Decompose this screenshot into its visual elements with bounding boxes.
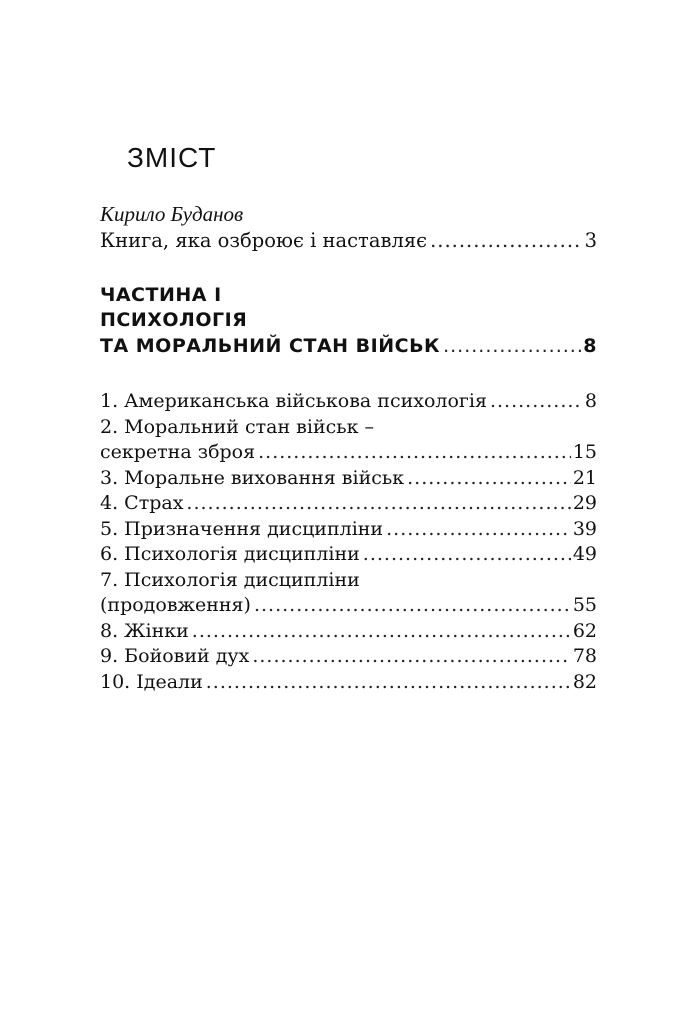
- toc-entry-chapter-8[interactable]: [100, 619, 597, 645]
- dot-leader: [363, 542, 571, 568]
- toc-entry-title: секретна зброя: [100, 441, 256, 463]
- toc-entry-title: Книга, яка озброює і наставляє: [100, 229, 428, 252]
- toc-entry-title-line: 2. Моральний стан військ –: [100, 415, 375, 438]
- toc-page-number: 15: [572, 441, 597, 463]
- toc-entry-chapter-5[interactable]: [100, 517, 597, 543]
- table-of-contents: [100, 200, 597, 695]
- part-title-line: ПСИХОЛОГІЯ: [100, 309, 248, 331]
- dot-leader: [386, 517, 571, 543]
- dot-leader: [254, 593, 571, 619]
- toc-page-number: 82: [572, 670, 597, 693]
- toc-entry-title: 3. Моральне виховання військ: [100, 466, 405, 489]
- intro-author: Кирило Буданов: [100, 202, 244, 226]
- toc-entry-chapter-3[interactable]: [100, 466, 597, 492]
- toc-entry-title-line: 7. Психологія дисципліни: [100, 568, 360, 591]
- toc-entry-title: 5. Призначення дисципліни: [100, 517, 384, 540]
- toc-entry-part[interactable]: [100, 334, 597, 360]
- toc-entry-title: (продовження): [100, 594, 251, 616]
- dot-leader: [186, 491, 570, 517]
- part-label: ЧАСТИНА І: [100, 283, 222, 306]
- toc-entry-chapter-9[interactable]: [100, 644, 597, 670]
- dot-leader: [258, 440, 571, 466]
- dot-leader: [443, 334, 581, 360]
- part-heading: [100, 283, 597, 360]
- toc-page-number: 78: [572, 645, 597, 667]
- toc-entry-chapter-4[interactable]: [100, 491, 597, 517]
- toc-entry-title: 9. Бойовий дух: [100, 645, 250, 667]
- toc-entry-chapter-2[interactable]: [100, 440, 597, 466]
- toc-page-number: 55: [572, 594, 597, 616]
- toc-entry-intro[interactable]: [100, 228, 597, 254]
- toc-entry-chapter-1[interactable]: [100, 389, 597, 415]
- toc-entry-title: 4. Страх: [100, 492, 184, 514]
- toc-entry-title: 8. Жінки: [100, 619, 189, 642]
- toc-entry-title: 10. Ідеали: [100, 670, 203, 693]
- dot-leader: [252, 644, 570, 670]
- toc-entry-chapter-10[interactable]: [100, 670, 597, 696]
- toc-page-number: 3: [584, 229, 597, 252]
- chapter-list: [100, 389, 597, 695]
- toc-page-number: 62: [572, 619, 597, 642]
- toc-entry-chapter-7[interactable]: [100, 593, 597, 619]
- part-title-line: ТА МОРАЛЬНИЙ СТАН ВІЙСЬК: [100, 334, 441, 357]
- toc-page-number: 8: [583, 334, 597, 357]
- dot-leader: [192, 619, 571, 645]
- toc-entry-chapter-6[interactable]: [100, 542, 597, 568]
- dot-leader: [407, 466, 571, 492]
- toc-page-number: 39: [572, 517, 597, 540]
- toc-page-number: 8: [584, 390, 597, 412]
- toc-page-number: 29: [572, 492, 597, 514]
- toc-entry-title: 6. Психологія дисципліни: [100, 543, 360, 565]
- dot-leader: [430, 228, 583, 254]
- toc-entry-title: 1. Американська військова психологія: [100, 390, 487, 412]
- page-title: ЗМІСТ: [127, 142, 217, 173]
- toc-page-number: 21: [572, 466, 597, 489]
- toc-page-number: 49: [572, 543, 597, 565]
- dot-leader: [206, 670, 571, 696]
- dot-leader: [490, 389, 583, 415]
